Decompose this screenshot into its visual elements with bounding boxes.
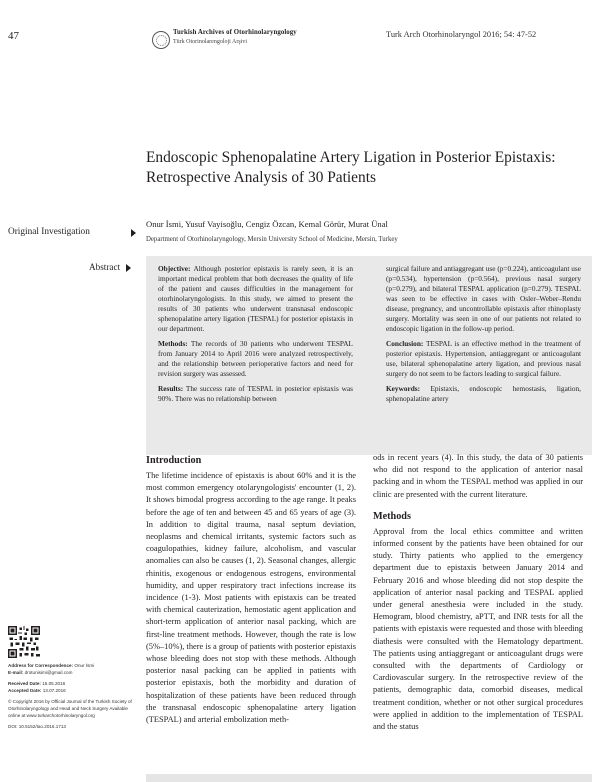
- conclusion-keyword: Conclusion:: [386, 339, 424, 348]
- abstract-column-2: [386, 264, 581, 409]
- footer-band: [146, 774, 592, 782]
- body-column-2: [373, 452, 583, 733]
- copyright: © Copyright 2016 by Official Journal of the Turkish Society of Otorhinolaryngology and Head and Neck Surgery Available online at www.turkarchotorhinolaryngol.org: [8, 699, 132, 718]
- abstract-conclusion: [386, 339, 581, 379]
- results-text: The success rate of TESPAL in posterior epistaxis was 90%. There was no relationship between: [158, 384, 353, 403]
- abstract-methods: [158, 339, 353, 379]
- accepted-value: 13.07.2016: [42, 688, 66, 693]
- accepted-label: Accepted Date:: [8, 688, 42, 693]
- abstract-column-1: [158, 264, 353, 409]
- conclusion-text: TESPAL is an effective method in the treatment of posterior epistaxis. Hypertension, antiaggregant or anticoagulant use, bilateral sphenopalatine artery ligation, and previous nasal surgery do not seem to be factors leading to surgical failure.: [386, 339, 581, 378]
- email-address[interactable]: drotunisimi@gmail.com: [24, 670, 73, 675]
- abstract-results-cont: surgical failure and antiaggregant use (p=0.224), anticoagulant use (p=0.534), hypertension (p=0.564), previous nasal surgery (p=0.279), and bilateral TESPAL application (p=0.279). TESPAL was seen to be effective in cases with Osler–Weber–Rendu disease, pregnancy, and uncontrollable epistaxis after rhinoplasty surgery. Mortality was seen in one of our patients not related to endoscopic ligation in the follow-up period.: [386, 264, 581, 333]
- results-keyword: Results:: [158, 384, 184, 393]
- keywords-text: Epistaxis, endoscopic hemostasis, ligation, sphenopalatine artery: [386, 384, 581, 403]
- introduction-text: The lifetime incidence of epistaxis is about 60% and it is the most common emergency otolaryngologists' encounter (1, 2). It shows bimodal progress according to the age range. It peaks before the age of ten and between 45 and 65 years of age (3). In addition to digital trauma, nasal septum deviation, neoplasms and chemical irritants, systemic factors such as coagulopathies, kidney failure, alcoholism, and vascular anomalies can also be causes (1, 2). Seasonal changes, allergic rhinitis, exogenous or endogenous estrogens, environmental humidity, and upper respiratory tract infections increase its incidence (1-3). Most patients with epistaxis can be treated with chemical cauterization, hemostatic agent application and short-term application of anterior nasal packing, which are first-line treatment methods. However, though the rate is low (5%–10%), there is a group of patients with posterior epistaxis whose bleeding does not stop with these methods. Although posterior nasal packing can be applied in patients with posterior epistaxis, both the morbidity and duration of hospitalization of these patients have been reduced through the transnasal endoscopic sphenopalatine artery ligation (TESPAL) and arterial embolization meth-: [146, 471, 356, 725]
- journal-logo-icon: [152, 31, 170, 49]
- introduction-continued: ods in recent years (4). In this study, the data of 30 patients who did not respond to the application of anterior nasal packing and in whom the TESPAL method was applied in our clinic are presented with the current literature.: [373, 453, 583, 499]
- journal-name: Turkish Archives of Otorhinolaryngology: [173, 29, 297, 36]
- abstract-arrow-icon: [126, 264, 131, 272]
- page-number: 47: [8, 30, 19, 42]
- correspondence-label: Address for Correspondence:: [8, 663, 74, 668]
- correspondence-name: Onur İsmi: [74, 663, 95, 668]
- abstract-objective: [158, 264, 353, 334]
- email-label: E-mail:: [8, 670, 24, 675]
- article-info: [8, 662, 136, 730]
- methods-keyword: Methods:: [158, 339, 188, 348]
- methods-text: The records of 30 patients who underwent TESPAL from January 2014 to April 2016 were analyzed retrospectively, and the relationship between perioperative factors and need for revision surgery was assessed.: [158, 339, 353, 378]
- journal-subtitle: Türk Otorinolarengoloji Arşivi: [173, 39, 247, 45]
- received-label: Received Date:: [8, 681, 41, 686]
- authors: Onur İsmi, Yusuf Vayisoğlu, Cengiz Özcan, Kemal Görür, Murat Ünal: [146, 219, 388, 229]
- introduction-heading: Introduction: [146, 455, 202, 466]
- keywords-keyword: Keywords:: [386, 384, 421, 393]
- objective-keyword: Objective:: [158, 264, 191, 273]
- affiliation: Department of Otorhinolaryngology, Mersin University School of Medicine, Mersin, Turkey: [146, 236, 398, 243]
- accepted-date: [8, 687, 136, 694]
- abstract-results: [158, 384, 353, 404]
- section-tag: Original Investigation: [8, 227, 90, 237]
- correspondence: [8, 662, 136, 669]
- received-date: [8, 680, 136, 687]
- citation: Turk Arch Otorhinolaryngol 2016; 54: 47-52: [386, 30, 537, 39]
- methods-heading: Methods: [373, 510, 411, 522]
- received-value: 15.05.2016: [42, 681, 66, 686]
- qr-code-icon: [8, 626, 40, 658]
- article-title: Endoscopic Sphenopalatine Artery Ligation in Posterior Epistaxis: Retrospective Analysis of 30 Patients: [146, 149, 556, 186]
- doi[interactable]: DOI: 10.5152/tao.2016.1713: [8, 724, 66, 729]
- methods-body-text: Approval from the local ethics committee and written informed consent by the patients have been obtained for our study. Thirty patients who applied to the emergency department due to epistaxis between January 2014 and February 2016 and whose bleeding did not stop despite the application of anterior nasal packing and TESPAL applied under general anesthesia were included in the study. Hemogram, blood chemistry, aPTT, and INR tests for all the patients with epistaxis were requested and those with bleeding diathesis were consulted with the Hematology department. The patients using antiaggregant or anticoagulant drugs were consulted with the departments of Cardiology or Cardiovascular surgery. In the retrospective review of the patients, demographic data, comorbid diseases, medical treatment condition, whether or not other surgical procedures were applied in addition to the implementation of TESPAL and the status: [373, 526, 583, 732]
- abstract-label: Abstract: [89, 262, 121, 272]
- body-column-1: [146, 454, 356, 726]
- section-arrow-icon: [131, 229, 136, 237]
- email: [8, 669, 136, 676]
- objective-text: Although posterior epistaxis is rarely seen, it is an important medical problem that both decreases the quality of life of the patient and causes difficulties in the management for otorhinolaryngologists. In this study, we aimed to present the results of 30 patients who underwent transnasal endoscopic sphenopalatine artery ligation (TESPAL) for posterior epistaxis in our department.: [158, 264, 353, 333]
- abstract-keywords: [386, 384, 581, 404]
